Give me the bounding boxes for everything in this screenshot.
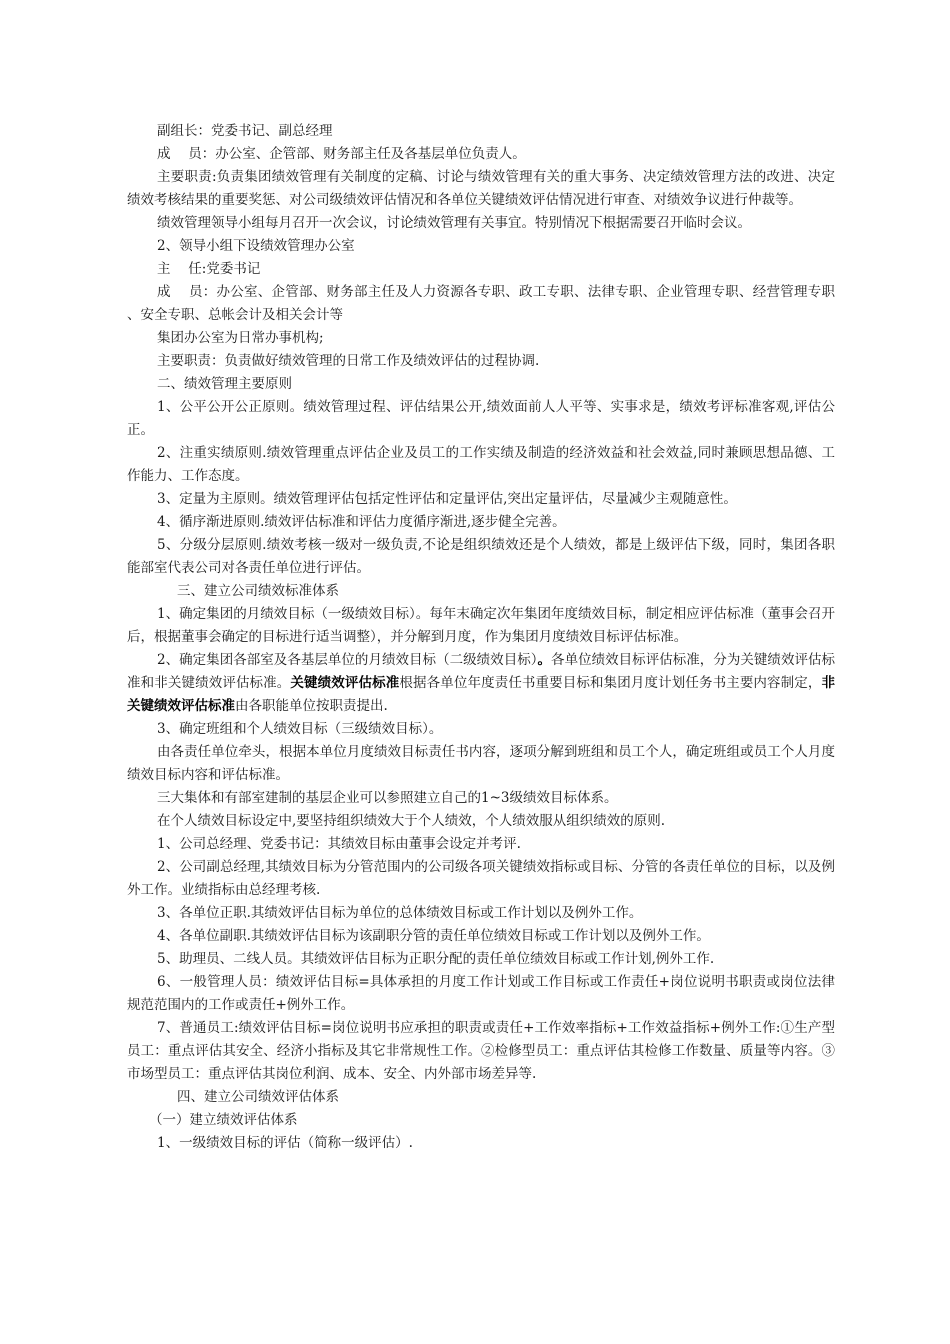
paragraph-standard-1: 1、确定集团的月绩效目标（一级绩效目标）。每年末确定次年集团年度绩效目标，制定相应评估标准（董事会召开后，根据董事会确定的目标进行适当调整），并分解到月度，作为集团月度绩效目标评估标准。 xyxy=(127,606,835,645)
paragraph-collective-enterprises: 三大集体和有部室建制的基层企业可以参照建立自己的1~3级绩效目标体系。 xyxy=(157,790,618,806)
key-standard-desc: 根据各单位年度责任书重要目标和集团月度计划任务书主要内容制定， xyxy=(399,675,822,691)
paragraph-principle-4: 4、循序渐进原则.绩效评估标准和评估力度循序渐进,逐步健全完善。 xyxy=(157,514,566,530)
paragraph-standard-3: 3、确定班组和个人绩效目标（三级绩效目标）。 xyxy=(157,721,443,737)
paragraph-monthly-meeting: 绩效管理领导小组每月召开一次会议，讨论绩效管理有关事宜。特别情况下根据需要召开临时会议。 xyxy=(157,215,751,231)
paragraph-role-2: 2、公司副总经理,其绩效目标为分管范围内的公司级各项关键绩效指标或目标、分管的各责任单位的目标，以及例外工作。业绩指标由总经理考核. xyxy=(127,859,835,898)
paragraph-office-duties: 主要职责：负责做好绩效管理的日常工作及绩效评估的过程协调. xyxy=(157,353,540,369)
subsection-heading-evaluation-system: （一）建立绩效评估体系 xyxy=(149,1112,298,1128)
section-heading-standards: 三、建立公司绩效标准体系 xyxy=(177,583,339,599)
paragraph-role-3: 3、各单位正职.其绩效评估目标为单位的总体绩效目标或工作计划以及例外工作。 xyxy=(157,905,643,921)
paragraph-role-6: 6、一般管理人员：绩效评估目标=具体承担的月度工作计划或工作目标或工作责任+岗位说明书职责或岗位法律规范范围内的工作或责任+例外工作。 xyxy=(127,974,835,1013)
paragraph-team-individual: 由各责任单位牵头，根据本单位月度绩效目标责任书内容，逐项分解到班组和员工个人，确定班组或员工个人月度绩效目标内容和评估标准。 xyxy=(127,744,835,783)
paragraph-role-7: 7、普通员工:绩效评估目标=岗位说明书应承担的职责或责任+工作效率指标+工作效益指标+例外工作:①生产型员工：重点评估其安全、经济小指标及其它非常规性工作。②检修型员工：重点评估其检修工作数量、质量等内容。③市场型员工：重点评估其岗位利润、成本、安全、内外部市场差异等. xyxy=(127,1020,835,1082)
section-heading-principles: 二、绩效管理主要原则 xyxy=(157,376,292,392)
paragraph-office-heading: 2、领导小组下设绩效管理办公室 xyxy=(157,238,355,254)
paragraph-daily-office: 集团办公室为日常办事机构; xyxy=(157,330,324,346)
paragraph-principle-2: 2、注重实绩原则.绩效管理重点评估企业及员工的工作实绩及制造的经济效益和社会效益,同时兼顾思想品德、工作能力、工作态度。 xyxy=(127,445,835,484)
paragraph-deputy-leader: 副组长：党委书记、副总经理 xyxy=(157,123,333,139)
paragraph-standard-2 xyxy=(127,649,835,718)
nonkey-standard-desc: 由各职能单位按职责提出. xyxy=(235,698,388,714)
paragraph-level-1-evaluation: 1、一级绩效目标的评估（简称一级评估）. xyxy=(157,1135,413,1151)
document-body xyxy=(127,120,835,1155)
paragraph-principle-3: 3、定量为主原则。绩效管理评估包括定性评估和定量评估,突出定量评估，尽量减少主观随意性。 xyxy=(157,491,737,507)
standard-2-intro: 各单位绩效目标评估标准，分为关键绩效评估标准和非关键绩效评估标准。 xyxy=(127,652,836,691)
paragraph-principle-1: 1、公平公开公正原则。绩效管理过程、评估结果公开,绩效面前人人平等、实事求是，绩效考评标准客观,评估公正。 xyxy=(127,399,835,438)
paragraph-main-duties: 主要职责:负责集团绩效管理有关制度的定稿、讨论与绩效管理有关的重大事务、决定绩效管理方法的改进、决定绩效考核结果的重要奖惩、对公司级绩效评估情况和各单位关键绩效评估情况进行审查、对绩效争议进行仲裁等。 xyxy=(127,169,835,208)
paragraph-role-5: 5、助理员、二线人员。其绩效评估目标为正职分配的责任单位绩效目标或工作计划,例外工作. xyxy=(157,951,715,967)
nonkey-standard-term: 非关键绩效评估标准 xyxy=(127,675,836,714)
standard-2-lead: 2、确定集团各部室及各基层单位的月绩效目标（二级绩效目标） xyxy=(157,652,538,668)
section-heading-evaluation: 四、建立公司绩效评估体系 xyxy=(177,1089,339,1105)
paragraph-principle-5: 5、分级分层原则.绩效考核一级对一级负责,不论是组织绩效还是个人绩效，都是上级评估下级，同时，集团各职能部室代表公司对各责任单位进行评估。 xyxy=(127,537,835,576)
paragraph-individual-principle: 在个人绩效目标设定中,要坚持组织绩效大于个人绩效，个人绩效服从组织绩效的原则. xyxy=(157,813,666,829)
paragraph-members: 成 员：办公室、企管部、财务部主任及各基层单位负责人。 xyxy=(157,146,526,162)
paragraph-role-4: 4、各单位副职.其绩效评估目标为该副职分管的责任单位绩效目标或工作计划以及例外工作。 xyxy=(157,928,710,944)
key-standard-term: 关键绩效评估标准 xyxy=(290,675,400,691)
paragraph-office-members: 成 员：办公室、企管部、财务部主任及人力资源各专职、政工专职、法律专职、企业管理专职、经营管理专职 、安全专职、总帐会计及相关会计等 xyxy=(127,284,835,323)
standard-2-period: 。 xyxy=(537,652,552,668)
paragraph-director: 主 任:党委书记 xyxy=(157,261,261,277)
paragraph-role-1: 1、公司总经理、党委书记：其绩效目标由董事会设定并考评. xyxy=(157,836,521,852)
